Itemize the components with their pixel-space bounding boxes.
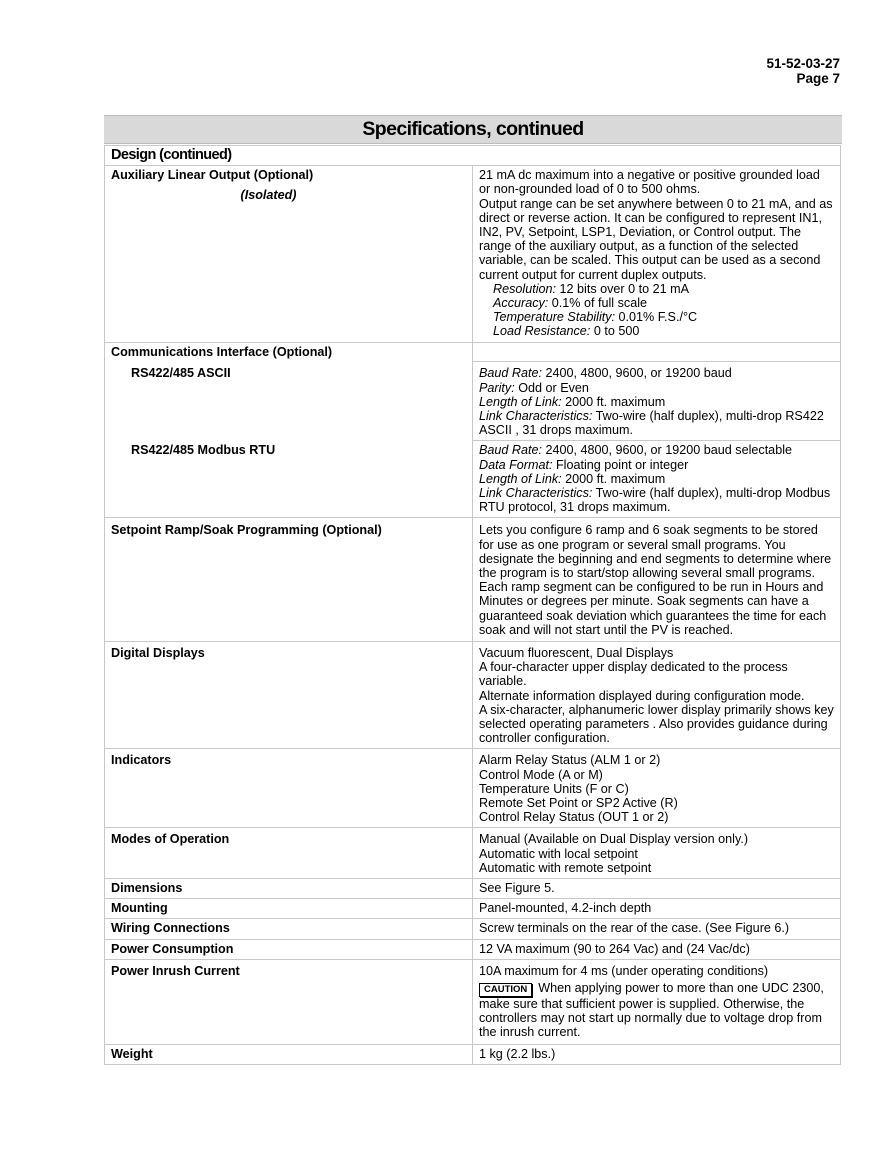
table-row (105, 939, 841, 959)
mounting-value: Panel-mounted, 4.2-inch depth (473, 899, 841, 919)
list-item: Automatic with local setpoint (479, 846, 638, 861)
inrush-label: Power Inrush Current (105, 959, 473, 1044)
aux-output-desc: 21 mA dc maximum into a negative or positive grounded load or non-grounded load of 0 to 500 ohms. (479, 168, 820, 197)
caution-note (479, 981, 834, 1040)
section-heading: Design (continued) (105, 146, 841, 166)
spec-line: Load Resistance: 0 to 500 (493, 324, 640, 339)
list-item: Alarm Relay Status (ALM 1 or 2) (479, 753, 661, 768)
comm-label: Communications Interface (Optional) (105, 342, 473, 362)
list-item: Control Relay Status (OUT 1 or 2) (479, 810, 669, 825)
list-item: A four-character upper display dedicated to the process variable. (479, 660, 788, 689)
modbus-label: RS422/485 Modbus RTU (131, 442, 276, 457)
row-value (473, 959, 841, 1044)
list-item: Remote Set Point or SP2 Active (R) (479, 796, 678, 811)
row-value (473, 342, 841, 362)
mounting-label: Mounting (105, 899, 473, 919)
table-row (105, 959, 841, 1044)
table-row (105, 362, 841, 441)
dimensions-label: Dimensions (105, 879, 473, 899)
list-item: Alternate information displayed during configuration mode. (479, 688, 805, 703)
row-value (473, 828, 841, 879)
wiring-value: Screw terminals on the rear of the case. (See Figure 6.) (473, 919, 841, 939)
specifications-table (104, 145, 841, 1065)
table-row (105, 342, 841, 362)
dimensions-value: See Figure 5. (473, 879, 841, 899)
row-label (105, 166, 473, 342)
spec-line: Accuracy: 0.1% of full scale (493, 296, 647, 311)
list-item: Temperature Units (F or C) (479, 781, 629, 796)
ramp-label: Setpoint Ramp/Soak Programming (Optional) (105, 518, 473, 642)
table-row (105, 518, 841, 642)
power-value: 12 VA maximum (90 to 264 Vac) and (24 Vac/dc) (473, 939, 841, 959)
row-label (105, 362, 473, 441)
aux-output-desc2: Output range can be set anywhere between 0 to 21 mA, and as direct or reverse action. It can be configured to represent IN1, IN2, PV, Setpoint, LSP1, Deviation, or Control output. The range of the auxiliary output, as a function of the selected variable, can be scaled. This output can be used as a second current output for current duplex outputs. (479, 196, 833, 282)
list-item: Vacuum fluorescent, Dual Displays (479, 646, 674, 660)
displays-label: Digital Displays (105, 642, 473, 749)
table-row (105, 441, 841, 518)
ascii-label: RS422/485 ASCII (131, 365, 231, 380)
power-label: Power Consumption (105, 939, 473, 959)
table-row (105, 879, 841, 899)
spec-line: Temperature Stability: 0.01% F.S./°C (493, 310, 698, 325)
spec-line: Link Characteristics: Two-wire (half duplex), multi-drop RS422 ASCII , 31 drops maximum. (479, 408, 824, 438)
spec-line: Data Format: Floating point or integer (479, 457, 689, 472)
row-label (105, 441, 473, 518)
table-row (105, 919, 841, 939)
list-item: Manual (Available on Dual Display version only.) (479, 832, 749, 847)
table-row (105, 1044, 841, 1064)
list-item: A six-character, alphanumeric lower display primarily shows key selected operating parameters . Also provides guidance during controller configuration. (479, 702, 834, 746)
spec-line: Parity: Odd or Even (479, 380, 589, 395)
spec-line: Length of Link: 2000 ft. maximum (479, 394, 666, 409)
aux-output-sublabel: (Isolated) (240, 188, 297, 203)
list-item: Automatic with remote setpoint (479, 860, 652, 875)
caution-badge: CAUTION (479, 983, 532, 997)
spec-line: Resolution: 12 bits over 0 to 21 mA (493, 281, 690, 296)
indicators-label: Indicators (105, 749, 473, 828)
spec-line: Length of Link: 2000 ft. maximum (479, 471, 666, 486)
inrush-value: 10A maximum for 4 ms (under operating conditions) (479, 963, 769, 978)
page-title: Specifications, continued (104, 115, 842, 144)
table-row (105, 642, 841, 749)
page-header (766, 56, 840, 86)
table-row (105, 166, 841, 342)
ramp-desc: Lets you configure 6 ramp and 6 soak segments to be stored for use as one program or several small programs. You designate the beginning and end segments to determine where the program is to start/stop allowing several small programs. Each ramp segment can be configured to be run in Hours and Minutes or degrees per minute. Soak segments can have a guaranteed soak deviation which guarantees the time for each soak and will not start until the PV is reached. (473, 518, 841, 642)
spec-line: Baud Rate: 2400, 4800, 9600, or 19200 baud selectable (479, 443, 792, 458)
spec-line: Baud Rate: 2400, 4800, 9600, or 19200 baud (479, 366, 732, 381)
page-number: Page 7 (796, 71, 840, 86)
weight-value: 1 kg (2.2 lbs.) (473, 1044, 841, 1064)
row-value (473, 166, 841, 342)
modes-label: Modes of Operation (105, 828, 473, 879)
row-value (473, 749, 841, 828)
table-row (105, 828, 841, 879)
spec-line: Link Characteristics: Two-wire (half duplex), multi-drop Modbus RTU protocol, 31 drops maximum. (479, 485, 831, 515)
aux-output-label: Auxiliary Linear Output (Optional) (111, 168, 314, 183)
row-value (473, 441, 841, 518)
weight-label: Weight (105, 1044, 473, 1064)
row-value (473, 362, 841, 441)
caution-text: When applying power to more than one UDC 2300, make sure that sufficient power is supplied. Otherwise, the controllers may not start up normally due to voltage drop from the inrush current. (479, 981, 824, 1040)
section-row (105, 146, 841, 166)
row-value (473, 642, 841, 749)
table-row (105, 749, 841, 828)
wiring-label: Wiring Connections (105, 919, 473, 939)
doc-number: 51-52-03-27 (766, 56, 840, 71)
table-row (105, 899, 841, 919)
list-item: Control Mode (A or M) (479, 767, 603, 782)
